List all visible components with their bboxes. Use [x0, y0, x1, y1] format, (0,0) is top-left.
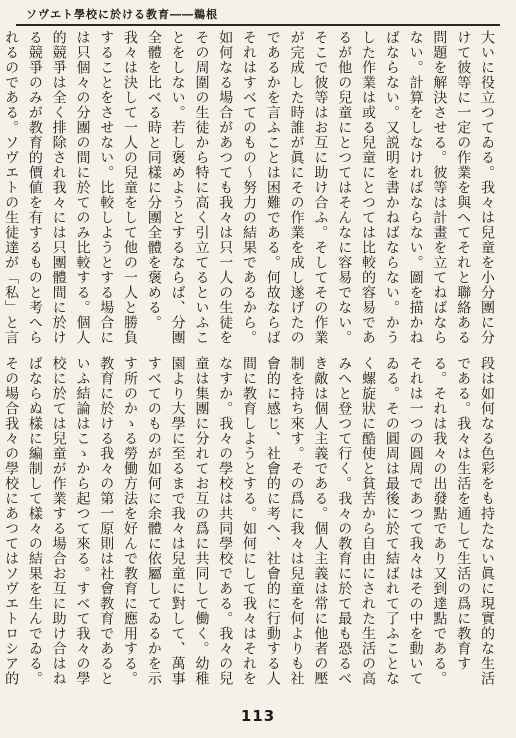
lower-text-block [3, 356, 498, 694]
upper-text-block [3, 30, 498, 346]
header-rule [16, 24, 500, 26]
running-header: ソヴエト學校に於ける教育――鵜根 [26, 8, 218, 21]
lower-paragraph: 段は如何なる色彩をも持たない眞に現實的な生活である。我々は生活を通して生活の爲に教育する。それは我々の出發點であり又到達點である。それは一つの圓周であつて我々はその中を動いてゐる。その圓周は最後に於て結ばれて了ふことなく螺旋狀に酷使と貧苦から自由にされた生活の高みへと登つて行く。我々の教育に於て最も恐るべき敵は個人主義である。個人主義は常に他者の壓制を持ち來す。その爲に我々は兒童を何よりも社會的に感じ、社會的に考へ、社會的に行動する人間に教育しようとする。如何にして我々はそれをなすか。我々の學校は共同學校である。我々の兒童は集團に分れてお互の爲に共同して働く。幼稚園より大學に至るまで我々は兒童に對して、萬事すべてのものが如何に余體に依屬してゐるかを示す所のかゝる勞働方法を好んで教育に應用する。教育に於ける我々の第一原則は社會教育であるといふ結論はこゝから起つて來る。すべて我々の學校に於ては兒童が作業する場合お互に助け合はねばならぬ樣に編制して樣々の結果を生んでゐる。その場合我々の學校にあつてはソヴエトロシア的 [3, 356, 495, 686]
upper-paragraph: 大いに役立つてゐる。我々は兒童を小分團に分けて彼等に一定の作業を與へてそれと聯絡ある問題を解決させる。彼等は計畫を立てねばならない。計算をしなければならない。圖を描かねばならない。又説明を書かねばならない。かうした作業は或る兒童にとつては比較的容易であるが他の兒童にとつてはそんなに容易でない。そこで彼等はお互に助け合ふ。そしてその作業が完成した時誰が眞にその作業を成し遂げたのであるかを言ふことは困難である。何故ならばそれはすべてのもの～努力の結果であるから。如何なる場合があつても我々は只一人の生徒をその周圍の生徒から特に高く引立てるといふことをしない。若し褒めようとするならば、分團全體を比べる時と同樣に分團全體を褒める。我々は決して一人の兒童をして他の一人と勝負することをさせない。比較しようとする場合には只個々の分團の間に於てのみ比較する。個人的競爭は全く排除され我々には只團體間に於ける競爭のみが教育的價値を有するものと考へられるのである。ソヴエトの生徒達が「私」と言 [3, 30, 495, 345]
page-number: 113 [240, 707, 276, 725]
